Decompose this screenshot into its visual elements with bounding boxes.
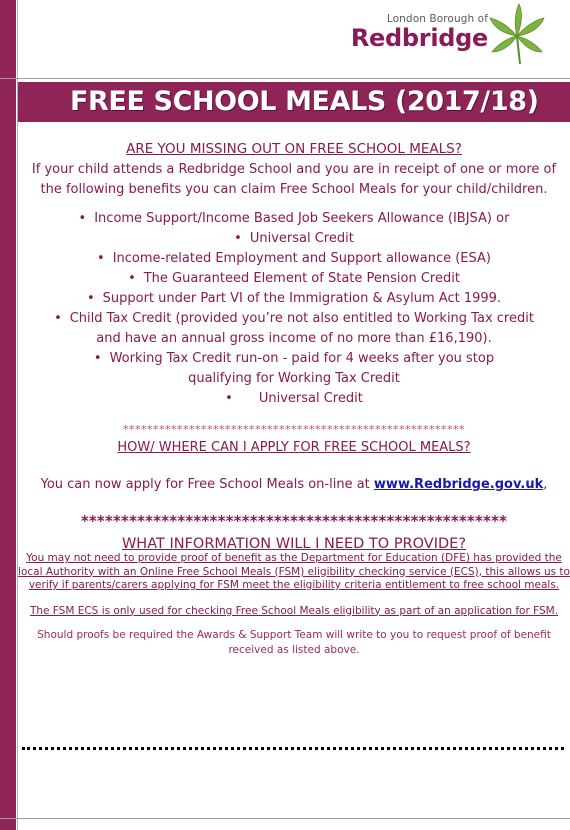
chestnut-leaf-icon xyxy=(486,2,548,66)
apply-tail: , xyxy=(543,477,548,492)
section1-intro: If your child attends a Redbridge School and you are in receipt of one or more of the following benefits you can claim Free School Meals for your child/children. xyxy=(31,162,557,197)
section2-heading: HOW/ WHERE CAN I APPLY FOR FREE SCHOOL MEALS? xyxy=(117,440,471,455)
left-accent-bar xyxy=(0,0,16,830)
proofs-paragraph: Should proofs be required the Awards & Support Team will write to you to request proof of benefit received as listed above. xyxy=(37,629,551,656)
benefit-item: • Working Tax Credit run-on - paid for 4 weeks after you stop qualifying for Working Tax Credit xyxy=(93,351,495,386)
redbridge-website-link[interactable]: www.Redbridge.gov.uk xyxy=(373,477,544,492)
proof-info-paragraph: You may not need to provide proof of benefit as the Department for Education (DFE) has provided the local Authority with an Online Free School Meals (FSM) eligibility checking service (ECS), this allows us to verify if parents/carers applying for FSM meet the eligibility criteria entitlement to free school meals. xyxy=(18,552,570,591)
large-star-divider: ***************************************************** xyxy=(80,512,508,530)
section3-heading: WHAT INFORMATION WILL I NEED TO PROVIDE? xyxy=(121,536,467,552)
dotted-separator xyxy=(22,747,564,750)
logo-line2: Redbridge xyxy=(350,24,488,52)
flyer-content xyxy=(18,140,570,658)
benefit-item: • Support under Part VI of the Immigration & Asylum Act 1999. xyxy=(86,291,502,306)
benefit-item: • The Guaranteed Element of State Pension Credit xyxy=(128,271,460,286)
benefit-item: • Universal Credit xyxy=(234,231,354,246)
header-rule xyxy=(0,78,570,79)
benefit-item: • Income Support/Income Based Job Seekers Allowance (IBJSA) or xyxy=(78,211,510,226)
apply-online-line xyxy=(18,477,570,492)
footer-rule xyxy=(0,818,570,819)
benefit-item: • Universal Credit xyxy=(225,391,363,406)
apply-text: You can now apply for Free School Meals on-line at xyxy=(40,477,370,492)
benefit-item: • Income-related Employment and Support allowance (ESA) xyxy=(97,251,491,266)
section1-heading: ARE YOU MISSING OUT ON FREE SCHOOL MEALS? xyxy=(126,141,462,157)
ecs-usage-paragraph: The FSM ECS is only used for checking Free School Meals eligibility as part of an application for FSM. xyxy=(29,604,559,617)
benefit-item: • Child Tax Credit (provided you’re not also entitled to Working Tax credit and have an annual gross income of no more than £16,190). xyxy=(54,311,534,346)
logo-line1: London Borough of xyxy=(386,13,488,25)
small-star-divider: ********************************************************* xyxy=(123,423,465,436)
benefits-list xyxy=(18,209,570,409)
page-title: FREE SCHOOL MEALS (2017/18) xyxy=(70,86,539,117)
